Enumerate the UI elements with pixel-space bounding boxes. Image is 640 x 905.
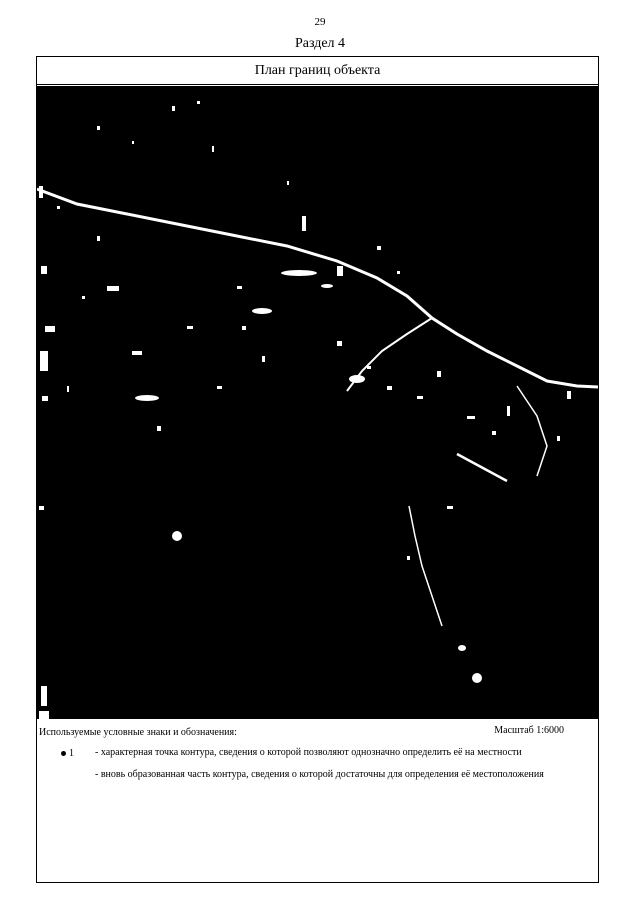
- section-title: Раздел 4: [294, 36, 346, 51]
- point-marker-label: 1: [69, 748, 74, 759]
- map-image: [37, 86, 598, 719]
- legend-item-contour: - вновь образованная часть контура, сведения о которой достаточны для определения её местоположения: [95, 769, 544, 780]
- plan-frame: [36, 56, 599, 883]
- legend-point-symbol: [61, 748, 74, 759]
- map-svg: [37, 86, 598, 719]
- legend-item-point: - характерная точка контура, сведения о которой позволяют однозначно определить её на местности: [95, 747, 522, 758]
- point-marker-icon: [61, 751, 66, 756]
- page-number: 29: [314, 16, 326, 28]
- scale-label: Масштаб 1:6000: [494, 725, 564, 736]
- plan-title: План границ объекта: [37, 57, 598, 85]
- legend-heading: Используемые условные знаки и обозначения:: [39, 727, 237, 738]
